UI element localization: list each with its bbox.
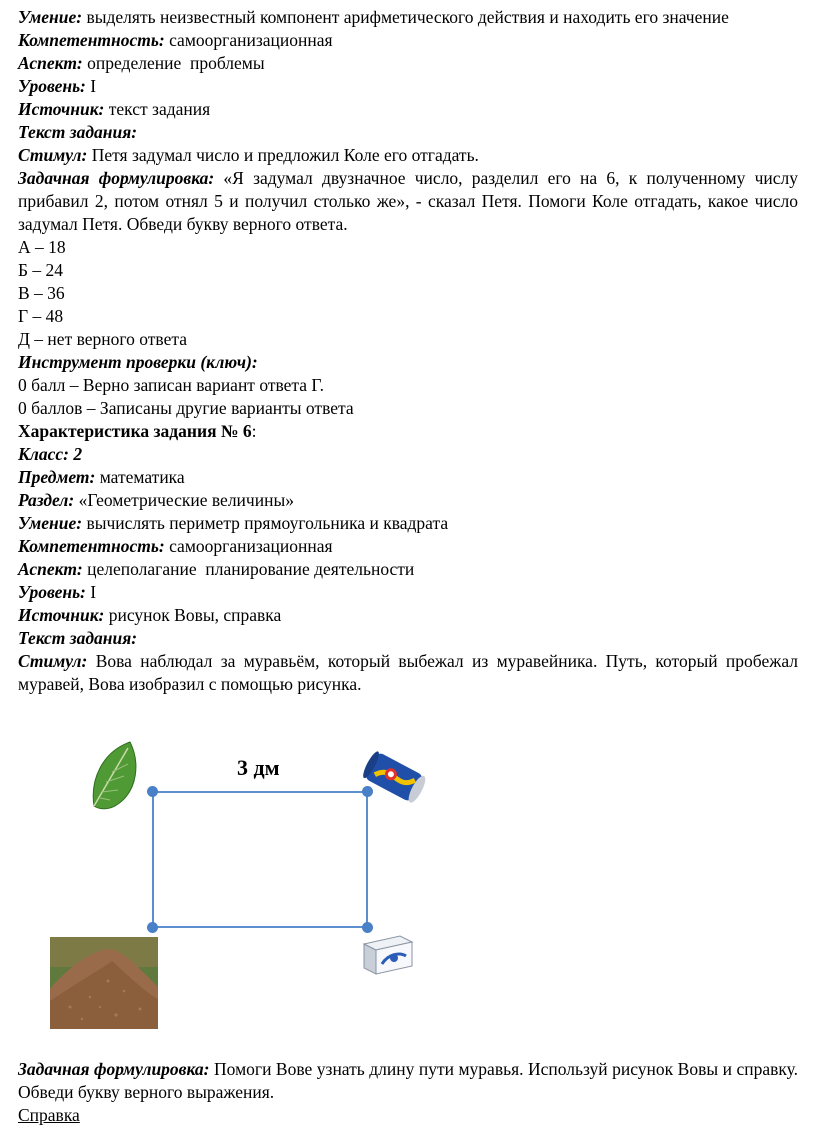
answer-option-g: Г – 48 <box>18 306 64 326</box>
subject-line <box>18 466 798 489</box>
aspect6-label: Аспект: <box>18 559 83 579</box>
competence6-text: самоорганизационная <box>164 536 333 556</box>
level6-text: I <box>85 582 97 602</box>
level-label: Уровень: <box>18 76 86 96</box>
subject-text: математика <box>95 467 185 487</box>
level6-line <box>18 581 798 604</box>
skill6-text: вычислять периметр прямоугольника и квадрата <box>82 513 449 533</box>
ant-path-rectangle <box>152 791 368 928</box>
source-label: Источник: <box>18 99 105 119</box>
stimulus-label: Стимул: <box>18 145 88 165</box>
skill-label: Умение: <box>18 7 83 27</box>
skill6-label: Умение: <box>18 513 83 533</box>
formulation-paragraph <box>18 167 798 236</box>
competence-line <box>18 29 798 52</box>
stimulus-text: Петя задумал число и предложил Коле его отгадать. <box>87 145 479 165</box>
soda-can-icon <box>360 748 428 806</box>
class-line: Класс: 2 <box>18 444 83 464</box>
task6-heading: Характеристика задания № 6 <box>18 421 252 441</box>
stimulus-line <box>18 144 798 167</box>
rectangle-side-label: 3 дм <box>237 755 280 780</box>
formulation6-label: Задачная формулировка: <box>18 1059 210 1079</box>
source-line <box>18 98 798 121</box>
answer-option-d: Д – нет верного ответа <box>18 329 187 349</box>
ant-path-figure <box>0 730 816 1040</box>
section-label: Раздел: <box>18 490 75 510</box>
aspect6-text: целеполагание планирование деятельности <box>82 559 415 579</box>
stimulus6-paragraph <box>18 650 798 696</box>
formulation6-text: Помоги Вове узнать длину пути муравья. Используй рисунок Вовы и справку. Обведи букву верного выражения. <box>18 1059 799 1102</box>
skill-line <box>18 6 798 29</box>
key-line: 0 баллов – Записаны другие варианты ответа <box>18 398 354 418</box>
key-line: 0 балл – Верно записан вариант ответа Г. <box>18 375 324 395</box>
task-text-label: Текст задания: <box>18 122 138 142</box>
answer-option-v: В – 36 <box>18 283 65 303</box>
skill6-line <box>18 512 798 535</box>
birch-leaf-icon <box>88 740 144 812</box>
aspect6-line <box>18 558 798 581</box>
corner-point <box>147 786 158 797</box>
formulation6-paragraph <box>18 1058 798 1104</box>
subject-label: Предмет: <box>18 467 96 487</box>
competence-text: самоорганизационная <box>164 30 333 50</box>
source6-line <box>18 604 798 627</box>
formulation-label: Задачная формулировка: <box>18 168 215 188</box>
document-page <box>18 6 798 696</box>
task6-text-label: Текст задания: <box>18 628 138 648</box>
section-text: «Геометрические величины» <box>74 490 294 510</box>
corner-point <box>147 922 158 933</box>
section-line <box>18 489 798 512</box>
level6-label: Уровень: <box>18 582 86 602</box>
corner-point <box>362 786 373 797</box>
source6-text: рисунок Вовы, справка <box>104 605 282 625</box>
source-text: текст задания <box>104 99 211 119</box>
reference-label: Справка <box>18 1105 80 1125</box>
level-line <box>18 75 798 98</box>
stimulus6-text: Вова наблюдал за муравьём, который выбежал из муравейника. Путь, который пробежал муравей, Вова изобразил с помощью рисунка. <box>18 651 798 694</box>
source6-label: Источник: <box>18 605 105 625</box>
task6-heading-line <box>18 420 798 443</box>
level-text: I <box>85 76 97 96</box>
stimulus6-label: Стимул: <box>18 651 88 671</box>
aspect-line <box>18 52 798 75</box>
competence6-line <box>18 535 798 558</box>
answer-option-a: А – 18 <box>18 237 66 257</box>
aspect-label: Аспект: <box>18 53 83 73</box>
competence-label: Компетентность: <box>18 30 165 50</box>
skill-text: выделять неизвестный компонент арифметического действия и находить его значение <box>82 7 729 27</box>
heading-colon: : <box>251 421 257 441</box>
anthill-image <box>50 937 158 1029</box>
task6-formulation-block <box>18 1058 798 1127</box>
formulation-text: «Я задумал двузначное число, разделил его на 6, к полученному числу прибавил 2, потом отнял 5 и получил столько же», - сказал Петя. Помоги Коле отгадать, какое число задумал Петя. Обведи букву верного ответа. <box>18 168 798 234</box>
competence6-label: Компетентность: <box>18 536 165 556</box>
answer-option-b: Б – 24 <box>18 260 64 280</box>
matchbox-icon <box>360 930 414 976</box>
key-label: Инструмент проверки (ключ): <box>18 352 258 372</box>
aspect-text: определение проблемы <box>82 53 265 73</box>
